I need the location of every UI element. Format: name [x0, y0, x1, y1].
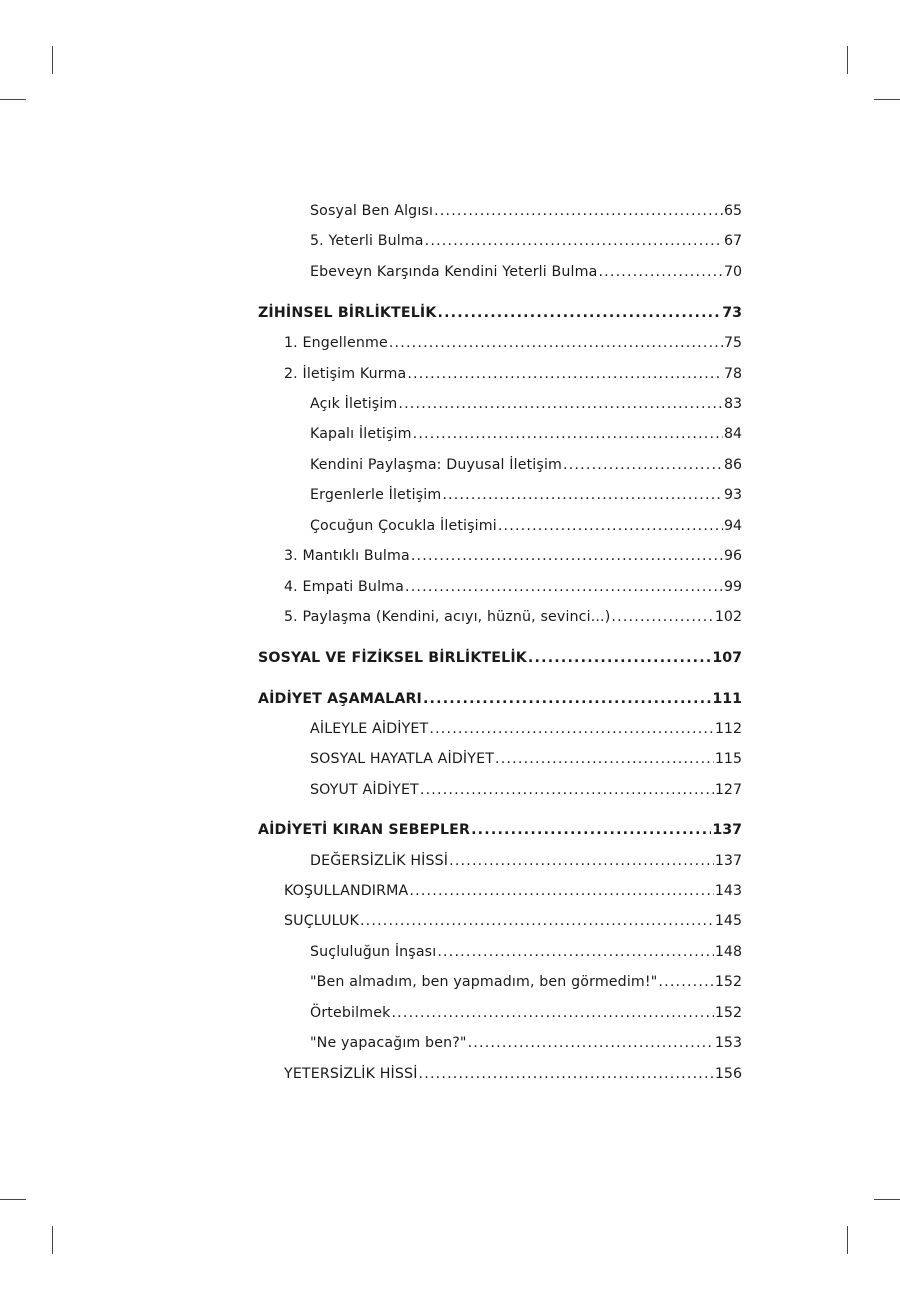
- toc-entry-page: 148: [714, 944, 742, 960]
- toc-entry: [310, 393, 742, 415]
- toc-entry-title: AİDİYETİ KIRAN SEBEPLER: [258, 822, 471, 838]
- dot-leader: [611, 606, 714, 628]
- toc-entry-page: 143: [714, 883, 742, 899]
- toc-entry: [258, 647, 742, 669]
- dot-leader: [420, 779, 714, 801]
- toc-entry-title: 1. Engellenme: [284, 335, 388, 351]
- dot-leader: [360, 910, 714, 932]
- dot-leader: [434, 200, 723, 222]
- toc-entry-page: 137: [714, 853, 742, 869]
- toc-entry-page: 83: [723, 396, 742, 412]
- toc-entry-page: 152: [714, 1005, 742, 1021]
- toc-entry-page: 78: [723, 366, 742, 382]
- toc-entry: [310, 200, 742, 222]
- toc-entry-page: 107: [712, 650, 742, 666]
- toc-entry: [310, 748, 742, 770]
- dot-leader: [405, 576, 723, 598]
- toc-entry-page: 153: [714, 1035, 742, 1051]
- toc-entry: [284, 1063, 742, 1085]
- dot-leader: [468, 1032, 714, 1054]
- toc-entry-title: Suçluluğun İnşası: [310, 944, 437, 960]
- toc-entry: [310, 971, 742, 993]
- toc-entry-title: Kapalı İletişim: [310, 426, 412, 442]
- toc-entry: [284, 910, 742, 932]
- toc-entry-title: Kendini Paylaşma: Duyusal İletişim: [310, 457, 563, 473]
- dot-leader: [437, 941, 714, 963]
- dot-leader: [409, 880, 714, 902]
- toc-entry-page: 93: [723, 487, 742, 503]
- dot-leader: [563, 454, 723, 476]
- toc-entry-page: 102: [714, 609, 742, 625]
- toc-entry: [284, 363, 742, 385]
- toc-entry-page: 115: [714, 751, 742, 767]
- dot-leader: [498, 515, 723, 537]
- toc-entry: [310, 718, 742, 740]
- dot-leader: [413, 423, 723, 445]
- toc-entry-page: 137: [712, 822, 742, 838]
- toc-entry-page: 111: [712, 691, 742, 707]
- toc-entry-title: 5. Paylaşma (Kendini, acıyı, hüznü, sevinci...): [284, 609, 611, 625]
- dot-leader: [471, 819, 711, 841]
- toc-entry-title: Çocuğun Çocukla İletişimi: [310, 518, 497, 534]
- toc-entry: [284, 576, 742, 598]
- toc-entry-page: 145: [714, 913, 742, 929]
- dot-leader: [407, 363, 723, 385]
- toc-entry-title: SOSYAL VE FİZİKSEL BİRLİKTELİK: [258, 650, 527, 666]
- toc-entry-title: Sosyal Ben Algısı: [310, 203, 434, 219]
- toc-entry-title: Açık İletişim: [310, 396, 398, 412]
- toc-entry-page: 127: [714, 782, 742, 798]
- dot-leader: [389, 332, 723, 354]
- dot-leader: [429, 718, 714, 740]
- toc-entry-page: 70: [723, 264, 742, 280]
- dot-leader: [495, 748, 714, 770]
- toc-entry-page: 112: [714, 721, 742, 737]
- toc-entry: [284, 880, 742, 902]
- toc-entry: [310, 423, 742, 445]
- toc-entry-title: "Ne yapacağım ben?": [310, 1035, 467, 1051]
- toc-entry-page: 84: [723, 426, 742, 442]
- toc-entry: [258, 819, 742, 841]
- toc-entry-title: 5. Yeterli Bulma: [310, 233, 424, 249]
- toc-entry: [310, 941, 742, 963]
- toc-entry: [310, 484, 742, 506]
- toc-entry-title: "Ben almadım, ben yapmadım, ben görmedim!": [310, 974, 658, 990]
- toc-entry: [284, 545, 742, 567]
- toc-entry-page: 86: [723, 457, 742, 473]
- toc-entry-title: SUÇLULUK: [284, 913, 359, 929]
- toc-entry: [310, 515, 742, 537]
- dot-leader: [411, 545, 723, 567]
- toc-entry: [310, 779, 742, 801]
- toc-entry-page: 156: [714, 1066, 742, 1082]
- toc-entry-title: YETERSİZLİK HİSSİ: [284, 1066, 418, 1082]
- toc-entry-title: DEĞERSİZLİK HİSSİ: [310, 853, 449, 869]
- dot-leader: [391, 1002, 713, 1024]
- toc-entry-title: 3. Mantıklı Bulma: [284, 548, 410, 564]
- dot-leader: [419, 1063, 714, 1085]
- toc-entry-title: AİDİYET AŞAMALARI: [258, 691, 422, 707]
- toc-entry-title: 4. Empati Bulma: [284, 579, 404, 595]
- toc-entry-page: 96: [723, 548, 742, 564]
- toc-entry: [258, 302, 742, 324]
- dot-leader: [423, 688, 711, 710]
- toc-entry-page: 65: [723, 203, 742, 219]
- dot-leader: [449, 850, 714, 872]
- dot-leader: [442, 484, 723, 506]
- toc-entry-page: 75: [723, 335, 742, 351]
- toc-entry: [284, 606, 742, 628]
- toc-entry-page: 73: [722, 305, 742, 321]
- toc-entry-title: Ebeveyn Karşında Kendini Yeterli Bulma: [310, 264, 598, 280]
- toc-entry: [284, 332, 742, 354]
- toc-entry: [310, 261, 742, 283]
- toc-entry-page: 99: [723, 579, 742, 595]
- toc-entry-title: ZİHİNSEL BİRLİKTELİK: [258, 305, 437, 321]
- toc-entry-title: Ergenlerle İletişim: [310, 487, 442, 503]
- dot-leader: [658, 971, 714, 993]
- toc-entry: [310, 1032, 742, 1054]
- toc-entry-page: 152: [714, 974, 742, 990]
- toc-entry-page: 67: [723, 233, 742, 249]
- toc-entry: [310, 1002, 742, 1024]
- toc-entry-title: SOYUT AİDİYET: [310, 782, 419, 798]
- toc-entry: [310, 850, 742, 872]
- toc-entry-title: 2. İletişim Kurma: [284, 366, 407, 382]
- dot-leader: [528, 647, 711, 669]
- toc-entry: [258, 688, 742, 710]
- dot-leader: [425, 230, 723, 252]
- toc-entry-title: AİLEYLE AİDİYET: [310, 721, 429, 737]
- toc-entry-title: SOSYAL HAYATLA AİDİYET: [310, 751, 495, 767]
- dot-leader: [398, 393, 723, 415]
- dot-leader: [598, 261, 722, 283]
- toc-entry: [310, 454, 742, 476]
- toc-entry-page: 94: [723, 518, 742, 534]
- toc-entry: [310, 230, 742, 252]
- toc-entry-title: Örtebilmek: [310, 1005, 391, 1021]
- dot-leader: [438, 302, 722, 324]
- toc-entry-title: KOŞULLANDIRMA: [284, 883, 409, 899]
